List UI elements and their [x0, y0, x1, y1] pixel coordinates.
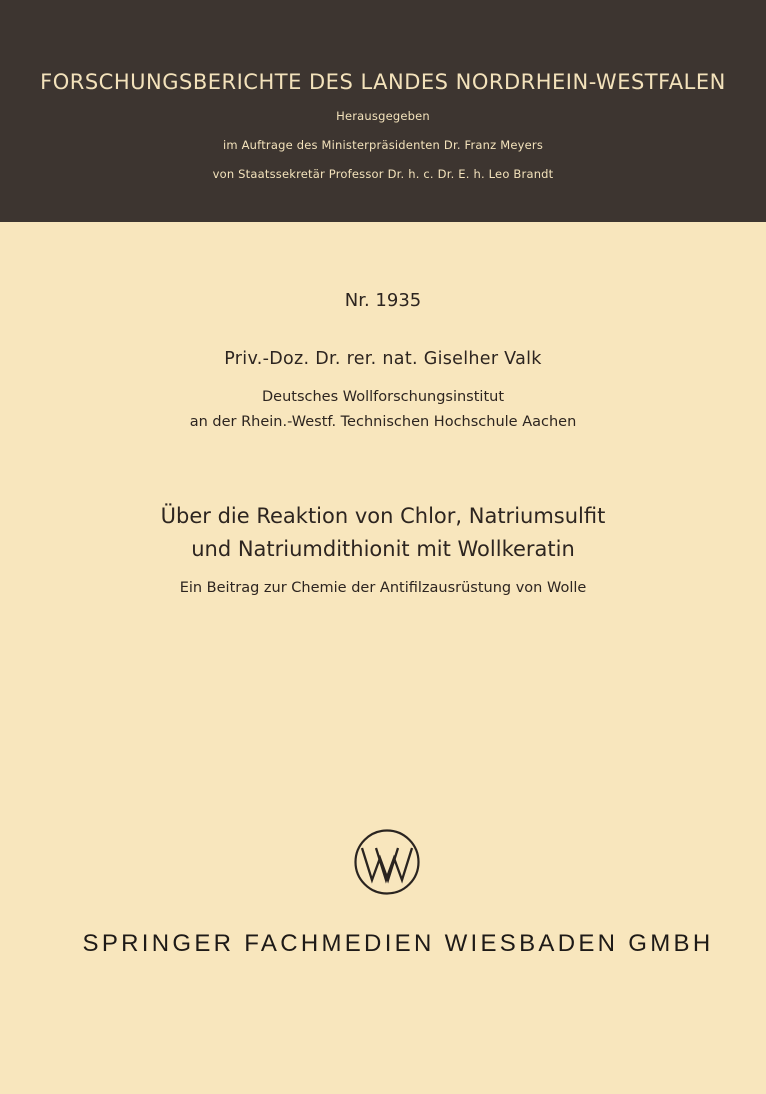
series-title: FORSCHUNGSBERICHTE DES LANDES NORDRHEIN-WESTFALEN: [40, 70, 726, 94]
author-name: Priv.-Doz. Dr. rer. nat. Giselher Valk: [224, 349, 542, 369]
ww-circle-logo-icon: [353, 828, 421, 896]
editor-line-3: von Staatssekretär Professor Dr. h. c. Dr. E. h. Leo Brandt: [212, 167, 554, 181]
institution-line-2: an der Rhein.-Westf. Technischen Hochschule Aachen: [189, 414, 577, 430]
subtitle: Ein Beitrag zur Chemie der Antifilzausrüstung von Wolle: [179, 580, 587, 596]
editor-line-2: im Auftrage des Ministerpräsidenten Dr. Franz Meyers: [222, 138, 544, 152]
series-header-band: [0, 0, 766, 222]
title-line-1: Über die Reaktion von Chlor, Natriumsulfit: [160, 504, 606, 528]
title-line-2: und Natriumdithionit mit Wollkeratin: [191, 537, 575, 561]
editor-line-1: Herausgegeben: [336, 109, 430, 123]
institution-line-1: Deutsches Wollforschungsinstitut: [261, 389, 505, 405]
report-number: Nr. 1935: [344, 290, 422, 311]
publisher-name: SPRINGER FACHMEDIEN WIESBADEN GMBH: [82, 930, 714, 957]
